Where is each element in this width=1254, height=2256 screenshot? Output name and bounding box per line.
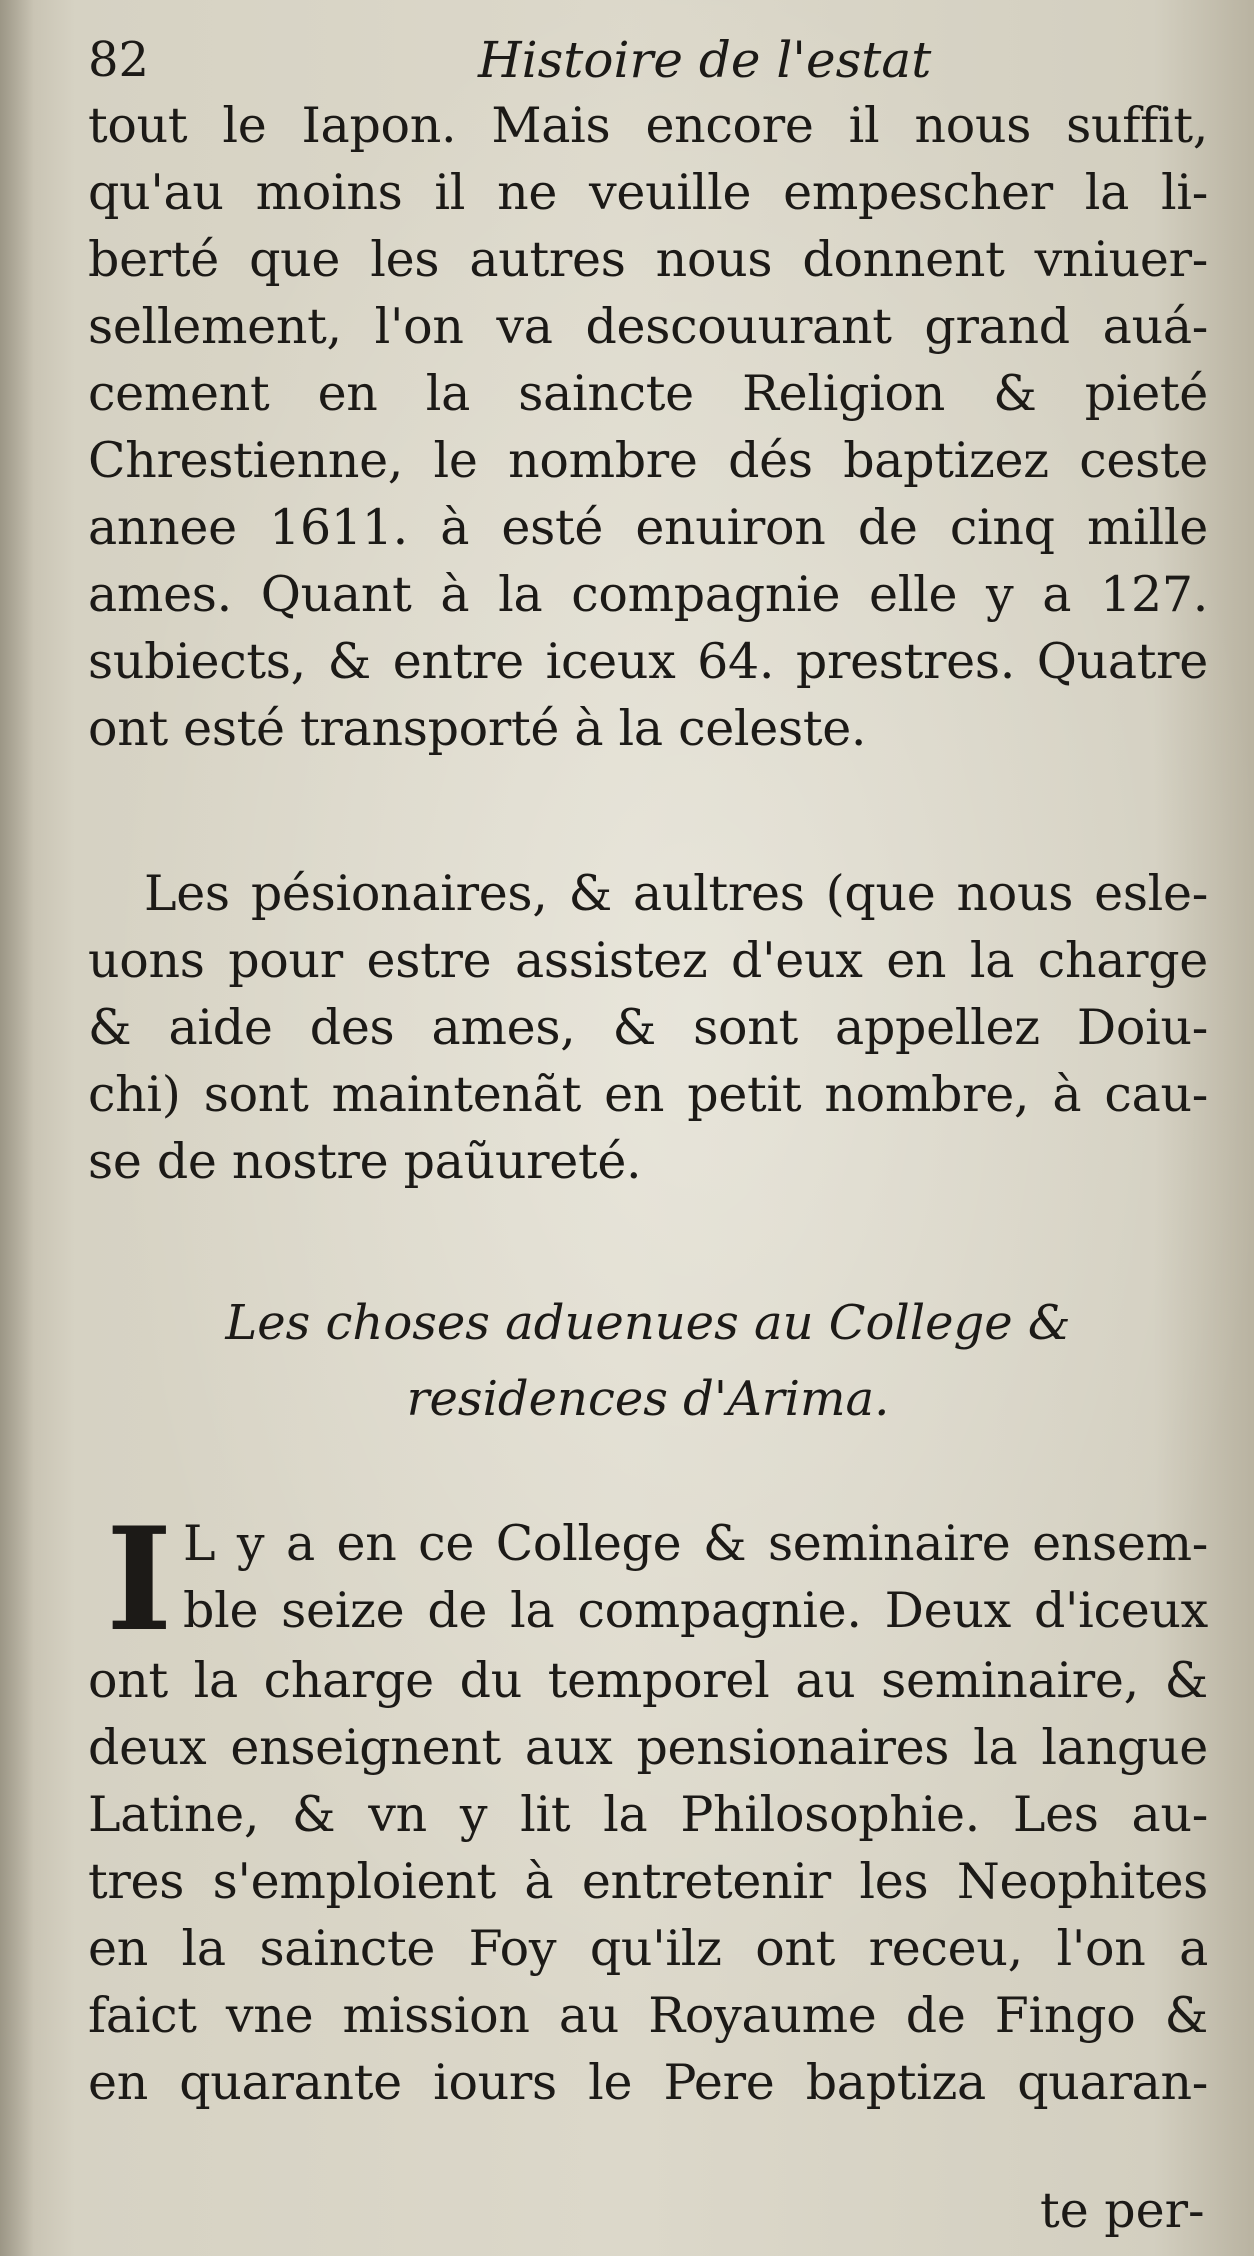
catchword: te per- [1040, 2182, 1205, 2239]
text-line: berté que les autres nous donnent vniuer- [88, 231, 1208, 288]
text-line: Chrestienne, le nombre dés baptizez ceste [88, 432, 1208, 489]
text-line: qu'au moins il ne veuille empescher la li- [88, 164, 1208, 221]
paragraph-3-opening [88, 1497, 1208, 1663]
text-line: subiects, & entre iceux 64. prestres. Quatre [88, 633, 1208, 690]
text-line: & aide des ames, & sont appellez Doiu- [88, 999, 1208, 1056]
text-line: ames. Quant à la compagnie elle y a 127. [88, 566, 1208, 623]
running-title: Histoire de l'estat [478, 31, 932, 89]
paragraph-3 [88, 1647, 1208, 2116]
text-line: ble seize de la compagnie. Deux d'iceux [183, 1582, 1208, 1639]
text-line: L y a en ce College & seminaire ensem- [183, 1515, 1208, 1572]
drop-cap: I [106, 1497, 173, 1663]
paragraph-2 [88, 860, 1208, 1195]
text-line: en quarante iours le Pere baptiza quaran- [88, 2054, 1208, 2111]
text-line: uons pour estre assistez d'eux en la charge [88, 932, 1208, 989]
page-number: 82 [88, 32, 150, 88]
page-header [88, 20, 1208, 100]
text-line: sellement, l'on va descouurant grand auá- [88, 298, 1208, 355]
text-line: ont la charge du temporel au seminaire, & [88, 1652, 1208, 1709]
text-line: en la saincte Foy qu'ilz ont receu, l'on a [88, 1920, 1208, 1977]
text-line: cement en la saincte Religion & pieté [88, 365, 1208, 422]
heading-line: Les choses aduenues au College & [225, 1295, 1071, 1351]
text-line: annee 1611. à esté enuiron de cinq mille [88, 499, 1208, 556]
text-line: tout le Iapon. Mais encore il nous suffit, [88, 97, 1208, 154]
text-line: Les pésionaires, & aultres (que nous esle- [144, 865, 1208, 922]
heading-line: residences d'Arima. [406, 1371, 890, 1427]
section-heading [88, 1285, 1208, 1437]
text-line: faict vne mission au Royaume de Fingo & [88, 1987, 1208, 2044]
text-line: ont esté transporté à la celeste. [88, 700, 867, 757]
paragraph-1 [88, 92, 1208, 762]
text-line: tres s'emploient à entretenir les Neophites [88, 1853, 1208, 1910]
text-line: deux enseignent aux pensionaires la langue [88, 1719, 1208, 1776]
text-line: chi) sont maintenãt en petit nombre, à cau- [88, 1066, 1208, 1123]
text-line: Latine, & vn y lit la Philosophie. Les au- [88, 1786, 1208, 1843]
text-line: se de nostre paũureté. [88, 1133, 642, 1190]
